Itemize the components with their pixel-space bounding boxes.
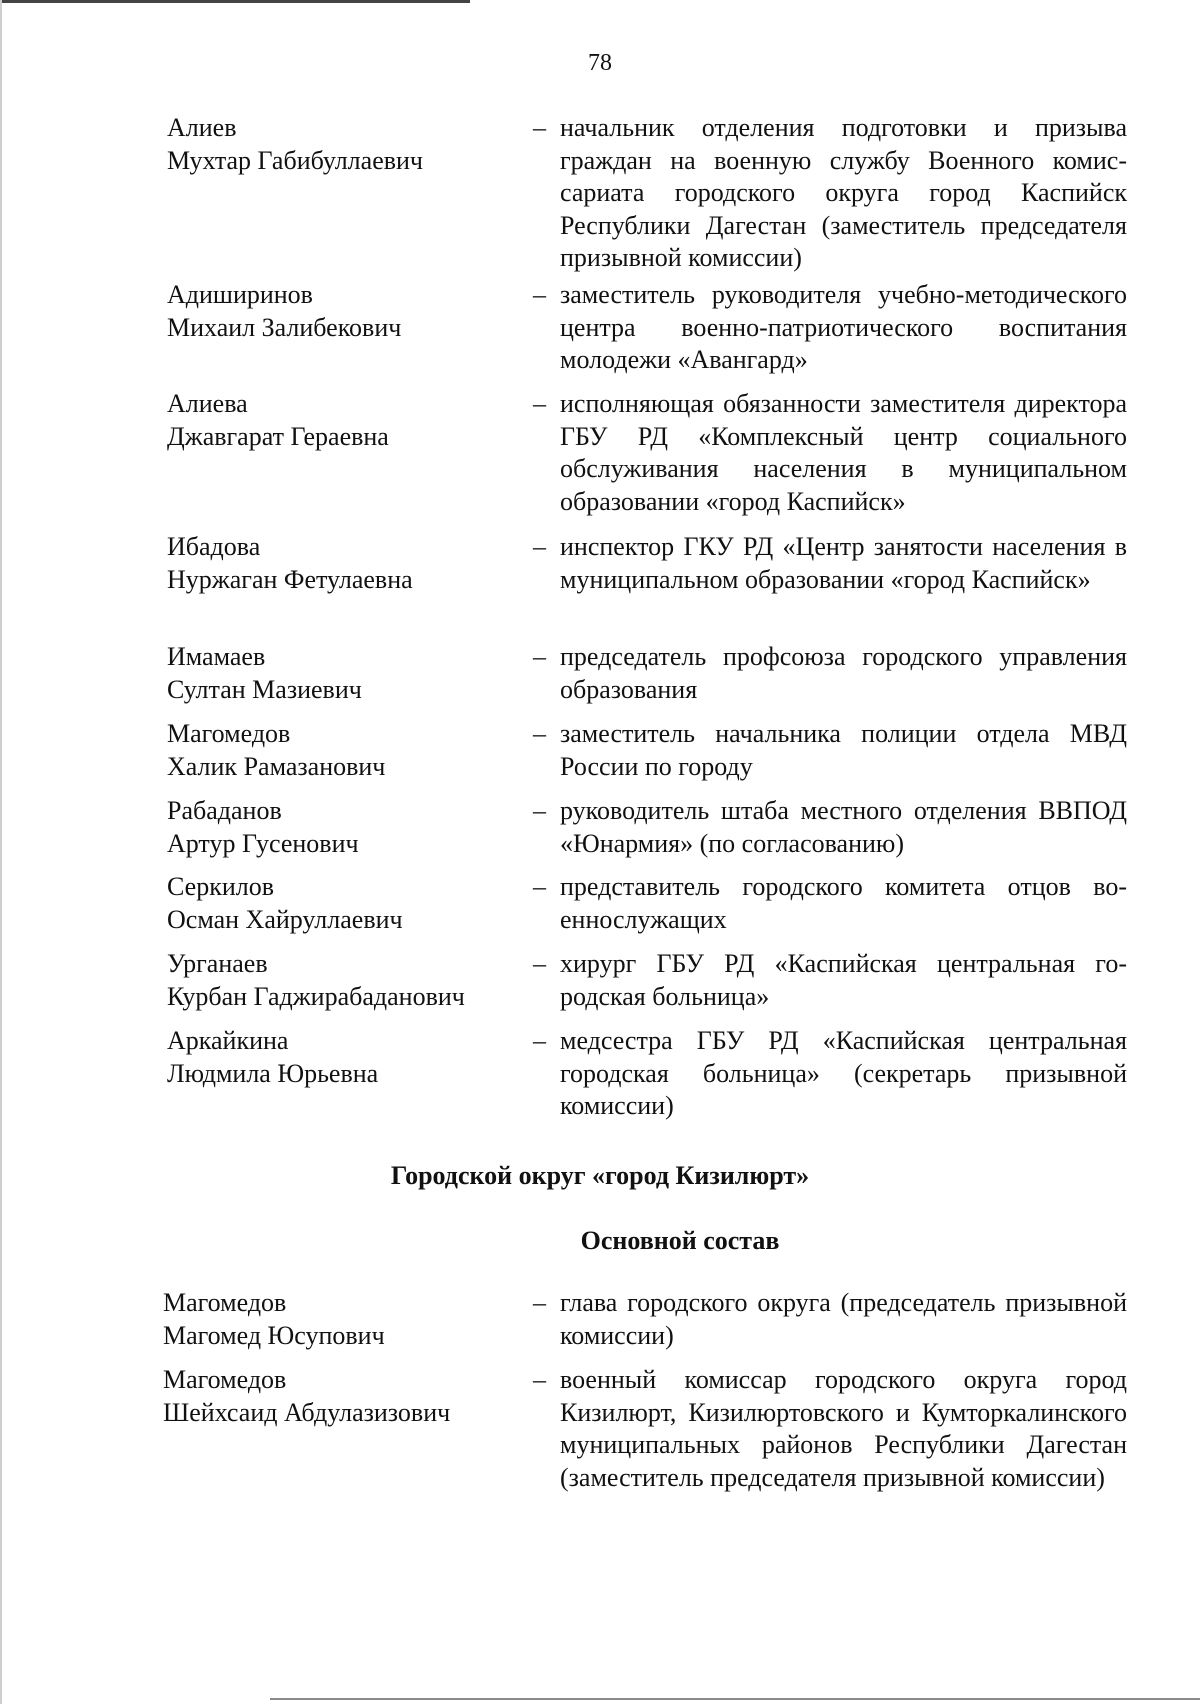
member-name — [167, 948, 527, 1013]
member-surname: Аркайкина — [167, 1026, 289, 1055]
member-surname: Адиширинов — [167, 280, 313, 309]
member-role — [533, 531, 1127, 596]
member-name — [167, 112, 527, 177]
member-name — [163, 1287, 523, 1352]
member-surname: Имамаев — [167, 642, 266, 671]
role-text: исполняющая обязанности заместителя директора ГБУ РД «Комплексный центр социального обслуживания населения в муниципальном образовании «город Каспийск» — [560, 389, 1127, 516]
member-surname: Магомедов — [163, 1288, 287, 1317]
member-given-names: Нуржаган Фетулаевна — [167, 564, 413, 594]
section-title: Городской округ «город Кизилюрт» — [390, 1161, 810, 1190]
member-role — [533, 1025, 1127, 1123]
scan-edge-top — [0, 0, 470, 3]
member-given-names: Осман Хайруллаевич — [167, 904, 403, 934]
member-name — [167, 718, 527, 783]
member-name — [167, 279, 527, 344]
role-dash: – — [533, 642, 546, 671]
role-text: начальник отделения подготовки и призыва граждан на военную службу Военного комиссариата городского округа город Каспийск Республики Дагестан (заместитель председателя призывной комиссии) — [560, 113, 1127, 272]
member-given-names: Султан Мазиевич — [167, 674, 362, 704]
member-surname: Рабаданов — [167, 796, 282, 825]
role-dash: – — [533, 719, 546, 748]
member-role — [533, 871, 1127, 936]
member-name — [167, 871, 527, 936]
member-name — [167, 1025, 527, 1090]
member-given-names: Людмила Юрьевна — [167, 1058, 379, 1088]
member-surname: Алиев — [167, 113, 237, 142]
member-role — [533, 279, 1127, 377]
member-given-names: Мухтар Габибуллаевич — [167, 145, 424, 175]
role-text: медсестра ГБУ РД «Каспийская центральная городская больница» (секретарь призывной комиссии) — [560, 1026, 1127, 1120]
member-name — [167, 531, 527, 596]
member-role — [533, 641, 1127, 706]
member-given-names: Курбан Гаджирабаданович — [167, 981, 465, 1011]
member-role — [533, 112, 1127, 275]
member-role — [533, 1364, 1127, 1494]
role-text: инспектор ГКУ РД «Центр занятости населения в муниципальном образовании «город Каспийск» — [560, 532, 1127, 594]
role-text: хирург ГБУ РД «Каспийская центральная городская больница» — [560, 949, 1127, 1011]
page-number: 78 — [588, 50, 612, 76]
scan-edge-bottom — [270, 1698, 1200, 1700]
role-dash: – — [533, 113, 546, 142]
member-given-names: Артур Гусенович — [167, 828, 359, 858]
role-dash: – — [533, 532, 546, 561]
role-dash: – — [533, 949, 546, 978]
member-name — [167, 388, 527, 453]
member-given-names: Джавгарат Гераевна — [167, 421, 389, 451]
role-text: военный комиссар городского округа город Кизилюрт, Кизилюртовского и Кумторкалинского муниципальных районов Республики Дагестан (заместитель председателя призывной комиссии) — [560, 1365, 1127, 1492]
member-given-names: Шейхсаид Абдулазизович — [163, 1397, 451, 1427]
member-given-names: Михаил Залибекович — [167, 312, 402, 342]
member-surname: Урганаев — [167, 949, 268, 978]
member-name — [167, 795, 527, 860]
role-dash: – — [533, 1026, 546, 1055]
member-role — [533, 795, 1127, 860]
member-role — [533, 1287, 1127, 1352]
member-surname: Серкилов — [167, 872, 274, 901]
role-text: руководитель штаба местного отделения ВВПОД «Юнармия» (по согласованию) — [560, 796, 1127, 858]
member-role — [533, 948, 1127, 1013]
role-dash: – — [533, 1365, 546, 1394]
member-name — [167, 641, 527, 706]
role-text: заместитель руководителя учебно-методического центра военно-патриотического воспитания молодежи «Авангард» — [560, 280, 1127, 374]
member-surname: Магомедов — [163, 1365, 287, 1394]
role-text: глава городского округа (председатель призывной комиссии) — [560, 1288, 1127, 1350]
member-given-names: Халик Рамазанович — [167, 751, 386, 781]
member-role — [533, 388, 1127, 518]
role-text: представитель городского комитета отцов военнослужащих — [560, 872, 1127, 934]
role-dash: – — [533, 280, 546, 309]
member-surname: Ибадова — [167, 532, 261, 561]
role-text: заместитель начальника полиции отдела МВД России по городу — [560, 719, 1127, 781]
scan-edge-left — [0, 0, 2, 1704]
role-dash: – — [533, 796, 546, 825]
member-surname: Магомедов — [167, 719, 291, 748]
role-dash: – — [533, 872, 546, 901]
member-name — [163, 1364, 523, 1429]
role-dash: – — [533, 389, 546, 418]
role-text: председатель профсоюза городского управления образования — [560, 642, 1127, 704]
role-dash: – — [533, 1288, 546, 1317]
member-surname: Алиева — [167, 389, 248, 418]
member-given-names: Магомед Юсупович — [163, 1320, 385, 1350]
member-role — [533, 718, 1127, 783]
subsection-title: Основной состав — [580, 1226, 780, 1255]
